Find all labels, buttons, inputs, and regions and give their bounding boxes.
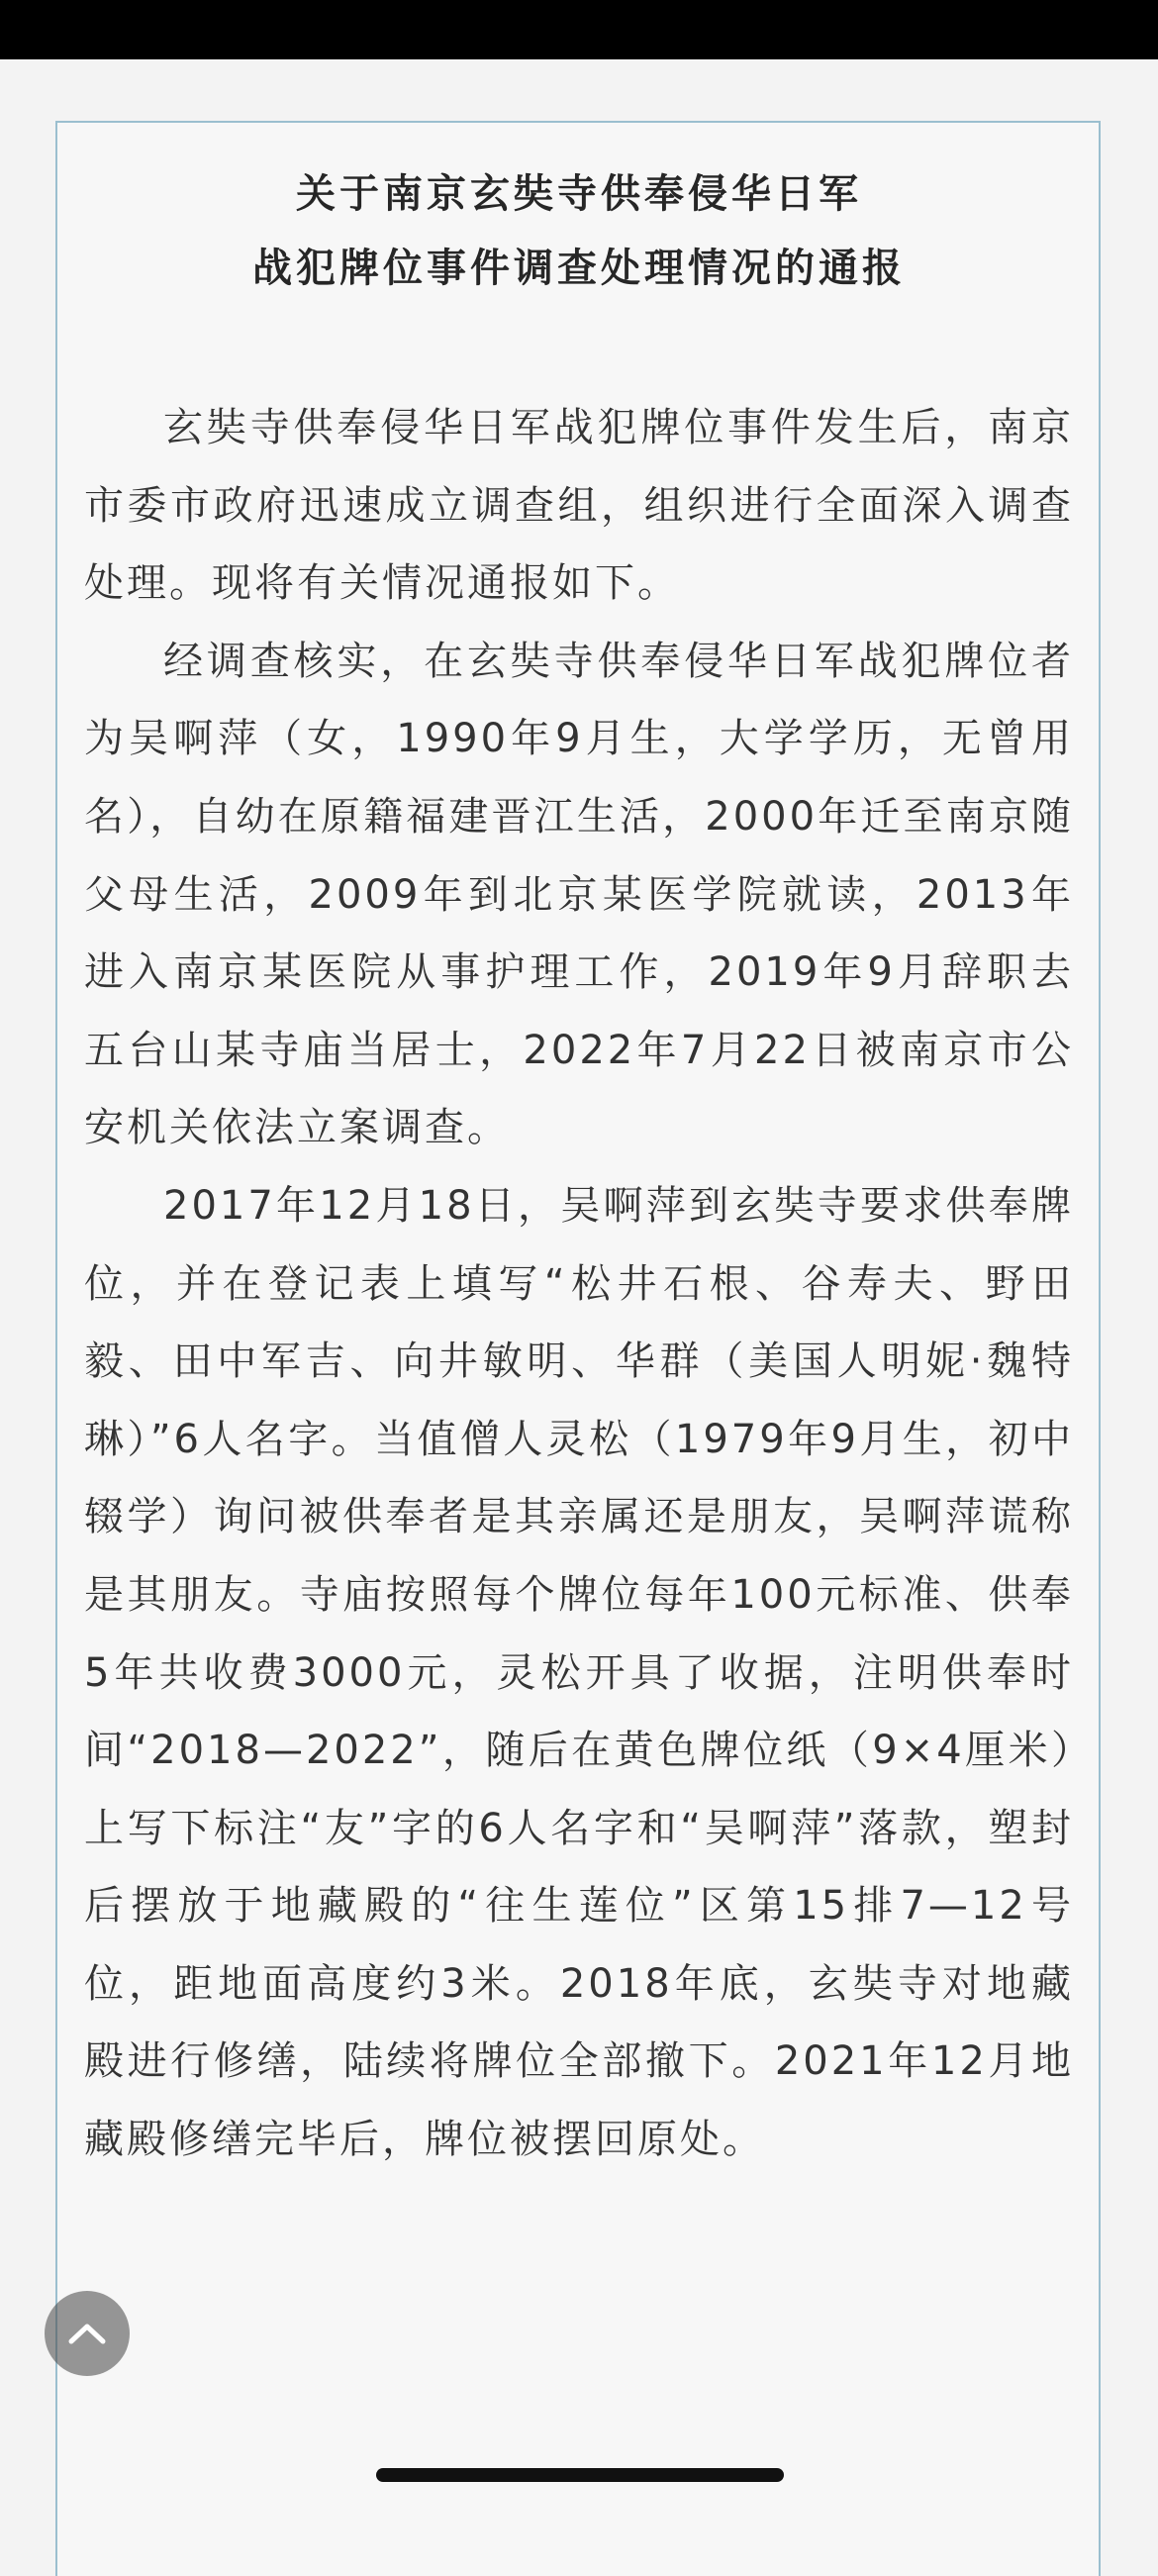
paragraph-2: 经调查核实，在玄奘寺供奉侵华日军战犯牌位者为吴啊萍（女，1990年9月生，大学学历，无曾用名），自幼在原籍福建晋江生活，2000年迁至南京随父母生活，2009年到北京某医学院就读，2013年进入南京某医院从事护理工作，2019年9月辞职去五台山某寺庙当居士，2022年7月22日被南京市公安机关依法立案调查。 (84, 638, 1074, 1151)
document-title-line-1: 关于南京玄奘寺供奉侵华日军 (296, 171, 862, 217)
home-indicator[interactable] (376, 2468, 784, 2482)
status-bar (0, 0, 1158, 59)
paragraph-1: 玄奘寺供奉侵华日军战犯牌位事件发生后，南京市委市政府迅速成立调查组，组织进行全面深入调查处理。现将有关情况通报如下。 (84, 405, 1074, 607)
chevron-up-icon (67, 2322, 107, 2345)
document-body (84, 389, 1074, 2179)
scroll-to-top-button[interactable] (45, 2291, 130, 2376)
document-title-line-2: 战犯牌位事件调查处理情况的通报 (252, 246, 906, 291)
paragraph-3: 2017年12月18日，吴啊萍到玄奘寺要求供奉牌位，并在登记表上填写“松井石根、谷寿夫、野田毅、田中军吉、向井敏明、华群（美国人明妮·魏特琳）”6人名字。当值僧人灵松（1979年9月生，初中辍学）询问被供奉者是其亲属还是朋友，吴啊萍谎称是其朋友。寺庙按照每个牌位每年100元标准、供奉5年共收费3000元，灵松开具了收据，注明供奉时间“2018—2022”，随后在黄色牌位纸（9×4厘米）上写下标注“友”字的6人名字和“吴啊萍”落款，塑封后摆放于地藏殿的“往生莲位”区第15排7—12号位，距地面高度约3米。2018年底，玄奘寺对地藏殿进行修缮，陆续将牌位全部撤下。2021年12月地藏殿修缮完毕后，牌位被摆回原处。 (84, 1182, 1074, 2163)
